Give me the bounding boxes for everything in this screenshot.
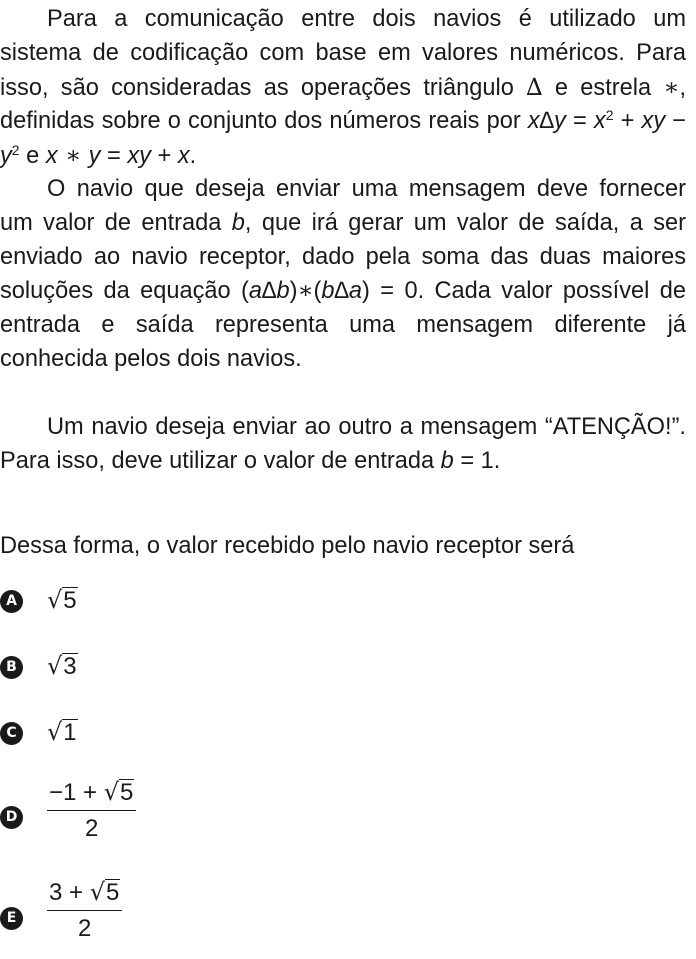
formula-part: xy (641, 108, 666, 135)
radicand: 3 (63, 653, 77, 680)
star-symbol: ∗ (297, 276, 314, 305)
question-prompt: Dessa forma, o valor recebido pelo navio receptor será (0, 533, 575, 559)
variable-b: b (440, 447, 454, 474)
star-symbol: ∗ (663, 72, 680, 101)
radicand: 5 (120, 779, 134, 806)
radical-sign: √ (47, 718, 63, 746)
text: O navio que deseja enviar uma mensagem deve fornecer um valor de entrada (0, 176, 686, 236)
formula-part: y (88, 143, 101, 170)
text: − (665, 108, 687, 135)
fraction (47, 778, 136, 843)
numerator (47, 778, 136, 810)
formula-part: xy (127, 143, 151, 170)
triangle-symbol: ∆ (526, 72, 543, 101)
text: ( (313, 278, 322, 305)
radical-sign: √ (103, 778, 120, 806)
formula-part: y (0, 143, 12, 170)
radical-sign: √ (47, 652, 63, 680)
text: e estrela (542, 74, 664, 101)
formula-part: x (45, 143, 58, 170)
option-d[interactable] (0, 778, 220, 848)
star-symbol: ∗ (57, 141, 89, 170)
numerator-prefix: −1 + (49, 779, 104, 806)
option-letter-b: B (0, 656, 23, 679)
text: + (150, 143, 178, 170)
formula-part: x (177, 143, 190, 170)
paragraph-method (0, 173, 686, 377)
square-root (47, 652, 78, 681)
option-letter-c: C (0, 722, 23, 745)
text: , definidas sobre o conjunto dos números reais por (0, 74, 686, 135)
square-root (104, 778, 135, 807)
option-letter-a: A (0, 590, 23, 613)
numerator-prefix: 3 + (49, 879, 90, 906)
fraction (47, 878, 122, 943)
denominator: 2 (85, 815, 99, 842)
text: Um navio deseja enviar ao outro a mensagem “ATENÇÃO!”. Para isso, deve utilizar o valor de entrada (0, 414, 686, 474)
option-c[interactable] (0, 718, 200, 758)
option-e[interactable] (0, 878, 220, 950)
text: . (189, 143, 197, 170)
denominator: 2 (78, 915, 92, 942)
exponent: 2 (605, 107, 614, 124)
option-letter-d: D (0, 806, 23, 829)
text: ) (289, 278, 298, 305)
exponent: 2 (11, 142, 20, 159)
formula-part: a∆b (248, 278, 290, 305)
radicand: 1 (63, 719, 77, 746)
formula-part: x∆y (527, 108, 566, 135)
square-root (47, 718, 78, 747)
square-root (47, 586, 78, 615)
radical-sign: √ (89, 878, 105, 906)
text: = (565, 108, 594, 135)
formula-part: b∆a (321, 278, 363, 305)
option-value (47, 652, 78, 681)
option-value (47, 586, 78, 615)
text: Para a comunicação entre dois navios é utilizado um sistema de codificação com base em valores numéricos. Para isso, são consideradas as operações triângulo (0, 6, 686, 101)
option-b[interactable] (0, 652, 200, 692)
numerator (47, 878, 122, 910)
square-root (90, 878, 121, 907)
option-a[interactable] (0, 586, 200, 626)
radicand: 5 (63, 587, 77, 614)
option-value (47, 718, 78, 747)
text: ) = 0. Cada valor possível de entrada e saída representa uma mensagem diferente já conhecida pelos dois navios. (0, 278, 686, 372)
text: , que irá gerar um valor de saída, a ser enviado ao navio receptor, dado pela soma das duas maiores soluções da equação ( (0, 209, 686, 305)
radicand: 5 (106, 879, 120, 906)
option-letter-e: E (0, 907, 23, 930)
text: e (19, 143, 46, 170)
radical-sign: √ (47, 586, 63, 614)
formula-part: x (593, 108, 606, 135)
text: + (613, 108, 642, 135)
text: = (100, 143, 128, 170)
paragraph-intro (0, 3, 686, 174)
text: = 1. (453, 447, 501, 474)
variable-b: b (231, 209, 245, 236)
paragraph-message (0, 411, 686, 479)
